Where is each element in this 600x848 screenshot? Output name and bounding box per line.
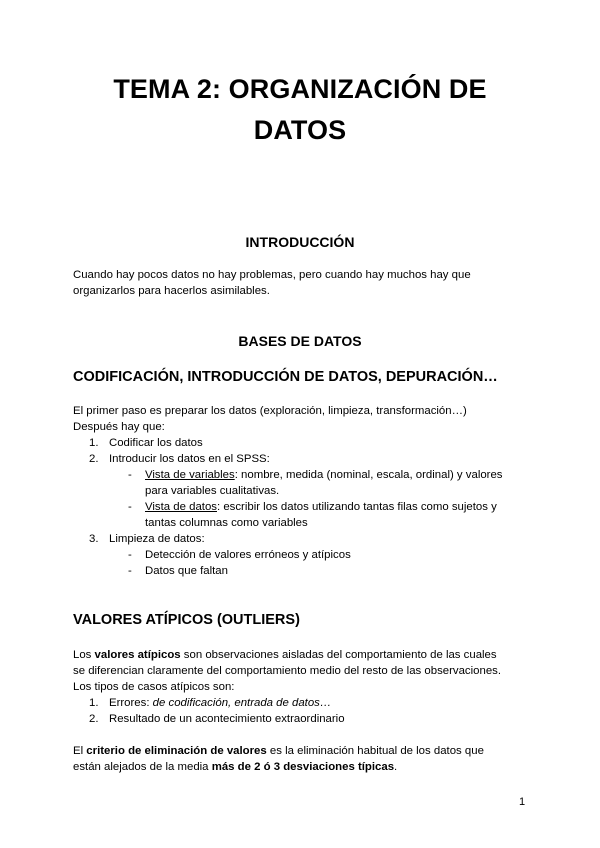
text-run: son observaciones aisladas del comportamiento de las cuales — [180, 649, 497, 661]
outliers-text-line2: se diferencian claramente del comportamiento medio del resto de las observaciones. — [73, 665, 502, 677]
dash-bullet: - — [128, 469, 132, 481]
sub-list-text: Detección de valores erróneos y atípicos — [145, 549, 351, 561]
text-run: es la eliminación habitual de los datos que — [266, 745, 484, 757]
list-item — [89, 435, 203, 451]
list-text-italic: de codificación, entrada de datos… — [152, 697, 332, 709]
text-run: están alejados de la media — [73, 761, 212, 773]
list-number: 1. — [89, 697, 99, 709]
bases-heading: BASES DE DATOS — [238, 333, 362, 349]
list-number: 2. — [89, 713, 99, 725]
vista-datos-term: Vista de datos — [145, 501, 217, 513]
sub-list-item — [128, 499, 497, 515]
sub-list-text: Datos que faltan — [145, 565, 228, 577]
list-text: Errores: — [109, 697, 153, 709]
codif-text-line1: El primer paso es preparar los datos (exploración, limpieza, transformación…) — [73, 405, 467, 417]
outliers-text-line1 — [73, 647, 497, 663]
page-title-line2: DATOS — [253, 115, 347, 145]
criterio-text-line1 — [73, 743, 484, 759]
list-text: Resultado de un acontecimiento extraordinario — [109, 713, 345, 725]
outliers-text-line3: Los tipos de casos atípicos son: — [73, 681, 235, 693]
sub-list-text: : escribir los datos utilizando tantas filas como sujetos y — [216, 501, 497, 513]
sub-list-continuation: tantas columnas como variables — [145, 517, 308, 529]
list-item — [89, 451, 270, 467]
sub-list-item — [128, 563, 228, 579]
outliers-heading: VALORES ATÍPICOS (OUTLIERS) — [73, 612, 300, 628]
sub-list-item — [128, 467, 503, 483]
criterio-term: criterio de eliminación de valores — [86, 745, 267, 757]
sub-list-item — [128, 547, 351, 563]
codificacion-heading: CODIFICACIÓN, INTRODUCCIÓN DE DATOS, DEPURACIÓN… — [73, 369, 498, 385]
list-item — [89, 695, 331, 711]
text-run: . — [394, 761, 398, 773]
criterio-text-line2 — [73, 759, 397, 775]
text-run: El — [73, 745, 87, 757]
page-number: 1 — [519, 796, 526, 808]
dash-bullet: - — [128, 565, 132, 577]
dash-bullet: - — [128, 501, 132, 513]
desviaciones-term: más de 2 ó 3 desviaciones típicas — [211, 761, 395, 773]
list-number: 2. — [89, 453, 99, 465]
list-number: 1. — [89, 437, 99, 449]
page-title-line1: TEMA 2: ORGANIZACIÓN DE — [113, 74, 487, 104]
list-text: Limpieza de datos: — [109, 533, 205, 545]
sub-list-continuation: para variables cualitativas. — [145, 485, 280, 497]
list-item — [89, 531, 205, 547]
list-item — [89, 711, 345, 727]
codif-text-line2: Después hay que: — [73, 421, 165, 433]
list-text: Introducir los datos en el SPSS: — [109, 453, 270, 465]
list-number: 3. — [89, 533, 99, 545]
text-run: Los — [73, 649, 95, 661]
vista-variables-term: Vista de variables — [145, 469, 235, 481]
intro-text-line1: Cuando hay pocos datos no hay problemas, pero cuando hay muchos hay que — [73, 269, 471, 281]
dash-bullet: - — [128, 549, 132, 561]
intro-text-line2: organizarlos para hacerlos asimilables. — [73, 285, 270, 297]
sub-list-text: : nombre, medida (nominal, escala, ordinal) y valores — [234, 469, 503, 481]
valores-atipicos-term: valores atípicos — [94, 649, 181, 661]
list-text: Codificar los datos — [109, 437, 203, 449]
intro-heading: INTRODUCCIÓN — [245, 234, 355, 250]
